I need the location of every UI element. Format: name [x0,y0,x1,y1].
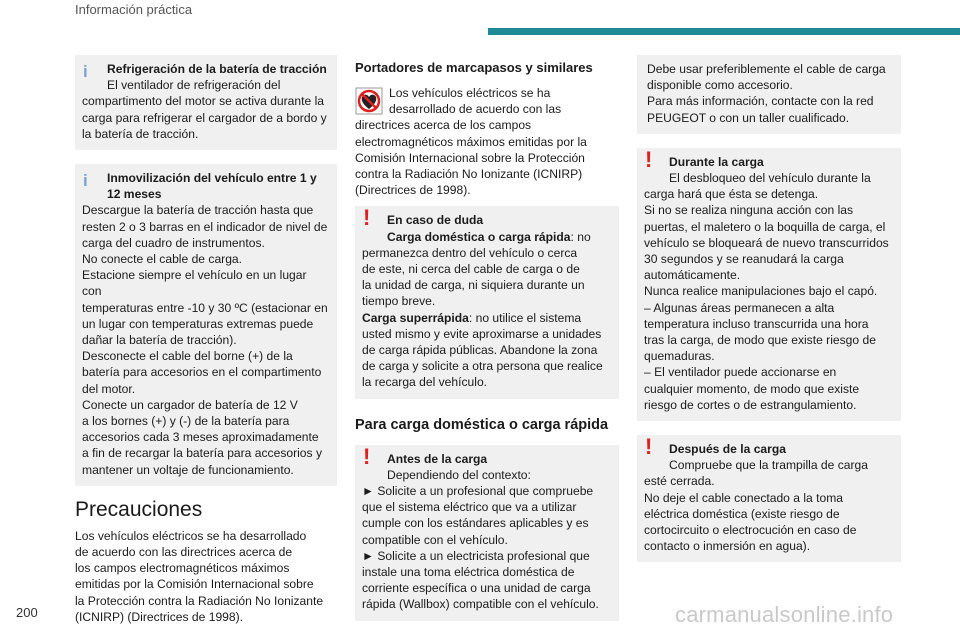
text-line: temperatura incluso transcurrida una hora [644,316,869,331]
page-header-title: Información práctica [75,2,193,17]
text-line: Comisión Internacional sobre la Protección [355,150,585,165]
text-line: Compruebe que la trampilla de carga [669,458,868,473]
column-middle [355,60,619,631]
text-fragment: : no utilice el sistema [468,310,582,325]
text-line: disponible como accesorio. [647,78,793,93]
text-line: la unidad de carga, ni siquiera durante un [362,278,585,293]
text-line: Conecte un cargador de batería de 12 V [82,397,298,412]
bold-term: Carga superrápida [362,310,469,325]
text-line: Para más información, contacte con la red [647,94,874,109]
text-line: esté cerrada. [644,474,715,489]
text-line: resten 2 o 3 barras en el indicador de nivel de [82,219,328,234]
text-line: a fin de recargar la batería para accesorios y [82,446,322,461]
text-line: quemaduras. [644,349,715,364]
text-line: – El ventilador puede accionarse en [644,365,837,380]
warning-box-doubt [355,206,619,398]
text-line: de carga y solicite a otra persona que realice [362,359,603,374]
column-right [637,55,901,572]
text-line: los campos electromagnéticos máximos [75,561,290,576]
info-icon: i [83,62,88,81]
warning-icon: ! [363,205,371,231]
text-line: ► Solicite a un electricista profesional que [362,548,590,563]
warning-icon: ! [363,443,371,469]
text-line: riesgo de cortes o de estrangulamiento. [644,397,857,412]
text-line: Descargue la batería de tracción hasta que [82,203,314,218]
text-line: contra la Radiación No Ionizante (ICNIRP) [355,167,583,182]
column-left [75,55,337,625]
text-line: PEUGEOT o con un taller cualificado. [647,110,850,125]
warning-icon: ! [645,146,653,172]
section-heading: Portadores de marcapasos y similares [355,60,593,75]
text-fragment: : no [570,229,591,244]
text-line: Los vehículos eléctricos se ha desarrollado [75,528,307,543]
text-line: la batería de tracción. [82,126,199,141]
text-line: tiempo breve. [362,294,436,309]
text-line: corriente específica o una unidad de carga [362,581,591,596]
text-line: Los vehículos eléctricos se ha [389,86,551,100]
warning-box-before-charging [355,445,619,621]
box-title: Refrigeración de la batería de tracción [107,62,327,76]
box-title: Durante la carga [669,154,764,169]
text-line [362,310,610,326]
text-line: No deje el cable conectado a la toma [644,490,844,505]
text-line: carga hará que ésta se detenga. [644,187,819,202]
note-box-cable [637,55,901,134]
text-line: compartimento del motor se activa durante la [82,94,324,109]
text-line: la Protección contra la Radiación No Ionizante [75,593,324,608]
page-number: 200 [16,605,38,620]
text-line: electromagnéticos máximos emitidas por la [355,134,587,149]
text-line: – Algunas áreas permanecen a alta [644,300,835,315]
text-line: instale una toma eléctrica doméstica de [362,565,575,580]
pacemaker-paragraph [355,85,619,117]
text-line: Estacione siempre el vehículo en un lugar con [82,268,307,299]
text-line: que el sistema eléctrico que va a utilizar [362,500,577,515]
text-line: emitidas por la Comisión Internacional sobre [75,577,314,592]
text-line: carga para refrigerar el cargador de a bordo y [82,110,327,125]
text-line: de este, ni cerca del cable de carga o de [362,262,580,277]
text-line: permanezca dentro del vehículo o cerca [362,245,578,260]
text-line: Si no se realiza ninguna acción con las [644,203,854,218]
text-line: la recarga del vehículo. [362,375,488,390]
text-line: de acuerdo con las directrices acerca de [75,545,293,560]
precautions-section [75,498,337,625]
warning-box-during-charging [637,148,901,421]
text-line: del motor. [82,381,136,396]
info-icon: i [83,171,88,191]
text-line: vehículo se bloqueará de nuevo transcurridos [644,235,889,250]
text-line: desarrollado de acuerdo con las [389,102,562,117]
text-line: Debe usar preferiblemente el cable de carga [647,62,886,76]
text-line: automáticamente. [644,268,741,283]
text-line: a los bornes (+) y (-) de la batería para [82,414,290,429]
text-line: (Directrices de 1998). [355,183,471,198]
text-line: dañar la batería de tracción). [82,333,237,348]
text-line: temperaturas entre -10 y 30 ºC (estacionar en [82,300,328,315]
text-line: usted mismo y evite aproximarse a unidades [362,326,602,341]
watermark: carmanualsonline.info [675,602,894,627]
pacemaker-prohibited-icon [355,87,383,115]
box-title: Antes de la carga [387,451,488,466]
bold-term: Carga doméstica o carga rápida [387,229,571,244]
text-line: (ICNIRP) (Directrices de 1998). [75,609,244,624]
text-line: Dependiendo del contexto: [387,467,531,482]
box-title: Después de la carga [669,442,786,457]
warning-box-after-charging [637,435,901,562]
text-line: batería para accesorios en el compartimento [82,365,322,380]
section-heading: Precauciones [75,497,203,521]
text-line: un lugar con temperaturas extremas puede [82,316,314,331]
text-line: cortocircuito o electrocución en caso de [644,523,857,538]
text-line: de carga rápida públicas. Abandone la zona [362,343,598,358]
box-title: Inmovilización del vehículo entre 1 y 12 meses [107,171,317,202]
text-line: contacto o inmersión en agua). [644,539,811,554]
text-line: carga del cuadro de instrumentos. [82,235,265,250]
text-line: tras la carga, de modo que existe riesgo de [644,333,876,348]
text-line: mantener un voltaje de funcionamiento. [82,462,294,477]
text-line: directrices acerca de los campos [355,118,532,133]
text-line: El desbloqueo del vehículo durante la [669,171,871,186]
info-box-immobilization [75,164,337,486]
text-line: compatible con el vehículo. [362,532,508,547]
text-line: cumple con los estándares aplicables y es [362,516,589,531]
text-line: cualquier momento, de modo que existe [644,381,860,396]
warning-icon: ! [645,434,653,460]
text-line: Desconecte el cable del borne (+) de la [82,349,293,364]
box-title: En caso de duda [387,213,484,228]
text-line: Nunca realice manipulaciones bajo el capó. [644,284,878,299]
text-line: eléctrica doméstica (existe riesgo de [644,506,840,521]
text-line [362,229,610,245]
header-accent-bar [488,28,960,35]
text-line: accesorios cada 3 meses aproximadamente [82,430,319,445]
text-line: 30 segundos y se reanudará la carga [644,252,844,267]
info-box-battery-cooling [75,55,337,150]
text-line: ► Solicite a un profesional que compruebe [362,484,594,499]
text-line: No conecte el cable de carga. [82,252,243,267]
text-line: El ventilador de refrigeración del [107,78,281,93]
section-heading: Para carga doméstica o carga rápida [355,416,609,433]
text-line: puertas, el maletero o la boquilla de carga, el [644,219,886,234]
text-line: rápida (Wallbox) compatible con el vehículo. [362,597,599,612]
